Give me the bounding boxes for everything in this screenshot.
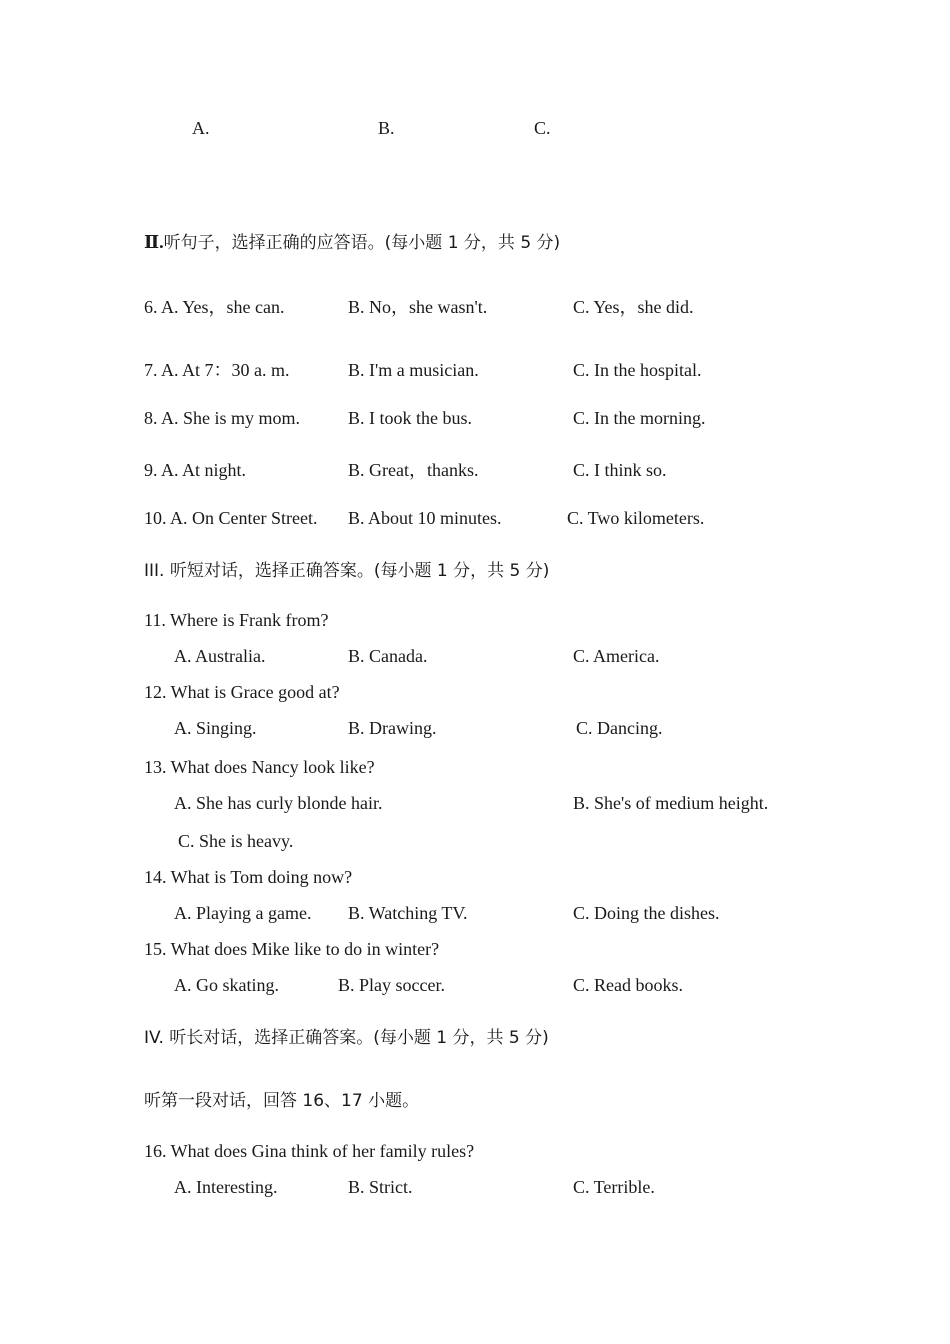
q7-option-b: B. I'm a musician. [348, 360, 479, 380]
q9-option-b: B. Great，thanks. [348, 460, 479, 480]
q13-option-b: B. She's of medium height. [573, 793, 769, 813]
q11-option-c: C. America. [573, 646, 660, 666]
q10-option-c: C. Two kilometers. [567, 508, 705, 528]
q10-option-b: B. About 10 minutes. [348, 508, 502, 528]
q16-option-b: B. Strict. [348, 1177, 413, 1197]
q6-option-a: 6. A. Yes，she can. [144, 297, 285, 317]
q14-option-b: B. Watching TV. [348, 903, 468, 923]
q15-option-b: B. Play soccer. [338, 975, 445, 995]
q13-question: 13. What does Nancy look like? [144, 757, 375, 777]
q6-option-c: C. Yes，she did. [573, 297, 694, 317]
q9-option-c: C. I think so. [573, 460, 667, 480]
q7-option-a: 7. A. At 7：30 a. m. [144, 360, 290, 380]
q7-option-c: C. In the hospital. [573, 360, 702, 380]
section-2-heading [144, 233, 560, 252]
q16-option-c: C. Terrible. [573, 1177, 655, 1197]
q14-question: 14. What is Tom doing now? [144, 867, 353, 887]
q10-option-a: 10. A. On Center Street. [144, 508, 318, 528]
section-2-title: 听句子，选择正确的应答语。(每小题 1 分，共 5 分) [163, 233, 561, 253]
q16-option-a: A. Interesting. [174, 1177, 278, 1197]
q15-question: 15. What does Mike like to do in winter? [144, 939, 440, 959]
q13-option-a: A. She has curly blonde hair. [174, 793, 383, 813]
q11-option-b: B. Canada. [348, 646, 428, 666]
section-2-numeral: Ⅱ. [144, 232, 164, 252]
q16-question: 16. What does Gina think of her family rules? [144, 1141, 475, 1161]
q12-option-a: A. Singing. [174, 718, 257, 738]
section-4-subheading: 听第一段对话，回答 16、17 小题。 [144, 1091, 420, 1111]
q13-option-c: C. She is heavy. [178, 831, 294, 851]
q15-option-c: C. Read books. [573, 975, 683, 995]
q15-option-a: A. Go skating. [174, 975, 279, 995]
q8-option-b: B. I took the bus. [348, 408, 472, 428]
q14-option-a: A. Playing a game. [174, 903, 312, 923]
q12-question: 12. What is Grace good at? [144, 682, 340, 702]
option-c-label: C. [534, 118, 551, 138]
q11-question: 11. Where is Frank from? [144, 610, 329, 630]
q8-option-c: C. In the morning. [573, 408, 706, 428]
q9-option-a: 9. A. At night. [144, 460, 247, 480]
q8-option-a: 8. A. She is my mom. [144, 408, 301, 428]
q12-option-b: B. Drawing. [348, 718, 437, 738]
q11-option-a: A. Australia. [174, 646, 266, 666]
section-3-title: III. 听短对话，选择正确答案。(每小题 1 分，共 5 分) [144, 561, 550, 581]
option-b-label: B. [378, 118, 395, 138]
q14-option-c: C. Doing the dishes. [573, 903, 720, 923]
option-a-label: A. [192, 118, 210, 138]
q12-option-c: C. Dancing. [576, 718, 663, 738]
q6-option-b: B. No，she wasn't. [348, 297, 488, 317]
section-4-title: IV. 听长对话，选择正确答案。(每小题 1 分，共 5 分) [144, 1028, 549, 1048]
